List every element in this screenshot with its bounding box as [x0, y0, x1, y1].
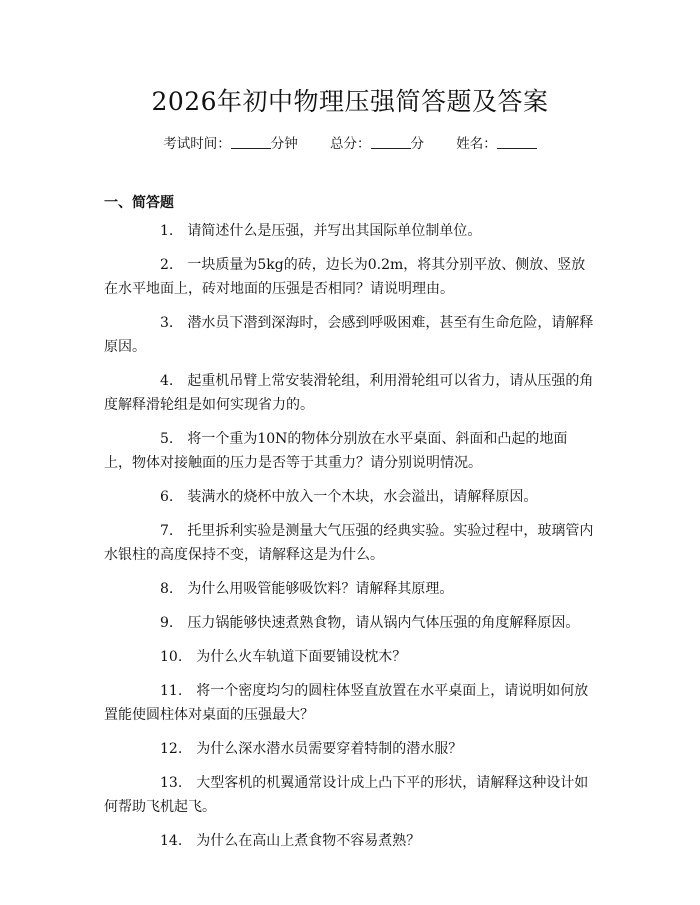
question-item [104, 427, 594, 475]
question-text: 一块质量为5kg的砖，边长为0.2m，将其分别平放、侧放、竖放在水平地面上，砖对地面的压强是否相同？请说明理由。 [104, 257, 586, 297]
question-number: 14. [160, 833, 183, 849]
question-text: 为什么深水潜水员需要穿着特制的潜水服？ [196, 741, 463, 757]
student-name-label: 姓名： [456, 136, 497, 152]
question-item [104, 771, 594, 819]
total-score-label: 总分： [330, 136, 371, 152]
question-text: 起重机吊臂上常安装滑轮组，利用滑轮组可以省力，请从压强的角度解释滑轮组是如何实现省力的。 [104, 373, 594, 413]
question-number: 9. [160, 615, 174, 631]
question-item [104, 253, 594, 301]
exam-time-blank [231, 136, 271, 149]
exam-time-unit: 分钟 [270, 136, 298, 152]
section-heading: 一、简答题 [104, 195, 174, 211]
question-number: 10. [160, 649, 183, 665]
question-text: 将一个密度均匀的圆柱体竖直放置在水平桌面上，请说明如何放置能使圆柱体对桌面的压强最大？ [104, 683, 589, 723]
question-item [104, 519, 594, 567]
question-number: 5. [160, 431, 174, 447]
question-item [104, 611, 594, 635]
question-text: 压力锅能够快速煮熟食物，请从锅内气体压强的角度解释原因。 [187, 615, 580, 631]
question-text: 大型客机的机翼通常设计成上凸下平的形状，请解释这种设计如何帮助飞机起飞。 [104, 775, 589, 815]
student-name-blank [497, 136, 537, 149]
question-item [104, 737, 594, 761]
exam-info-line [0, 132, 700, 152]
question-text: 为什么用吸管能够吸饮料？请解释其原理。 [187, 581, 454, 597]
question-text: 装满水的烧杯中放入一个木块，水会溢出，请解释原因。 [187, 489, 538, 505]
question-number: 1. [160, 223, 174, 239]
total-score-unit: 分 [410, 136, 424, 152]
question-number: 2. [160, 257, 174, 273]
total-score-blank [371, 136, 411, 149]
question-item [104, 485, 594, 509]
total-score-field [330, 132, 424, 152]
question-item [104, 219, 594, 243]
question-item [104, 369, 594, 417]
question-text: 请简述什么是压强，并写出其国际单位制单位。 [187, 223, 482, 239]
question-item [104, 311, 594, 359]
question-number: 11. [160, 683, 183, 699]
question-item [104, 645, 594, 669]
question-number: 4. [160, 373, 174, 389]
document-title: 2026年初中物理压强简答题及答案 [151, 87, 549, 116]
question-number: 3. [160, 315, 174, 331]
exam-time-field [163, 132, 298, 152]
question-text: 为什么在高山上煮食物不容易煮熟？ [196, 833, 421, 849]
question-number: 13. [160, 775, 183, 791]
question-text: 将一个重为10N的物体分别放在水平桌面、斜面和凸起的地面上，物体对接触面的压力是否等于其重力？请分别说明情况。 [104, 431, 568, 471]
question-number: 8. [160, 581, 174, 597]
question-text: 为什么火车轨道下面要铺设枕木？ [196, 649, 407, 665]
student-name-field [456, 132, 537, 152]
question-item [104, 829, 594, 853]
question-item [104, 577, 594, 601]
question-text: 托里拆利实验是测量大气压强的经典实验。实验过程中，玻璃管内水银柱的高度保持不变，请解释这是为什么。 [104, 523, 594, 563]
question-list [104, 219, 594, 863]
question-number: 7. [160, 523, 174, 539]
question-number: 6. [160, 489, 174, 505]
question-number: 12. [160, 741, 183, 757]
exam-time-label: 考试时间： [163, 136, 231, 152]
question-text: 潜水员下潜到深海时，会感到呼吸困难，甚至有生命危险，请解释原因。 [104, 315, 594, 355]
question-item [104, 679, 594, 727]
